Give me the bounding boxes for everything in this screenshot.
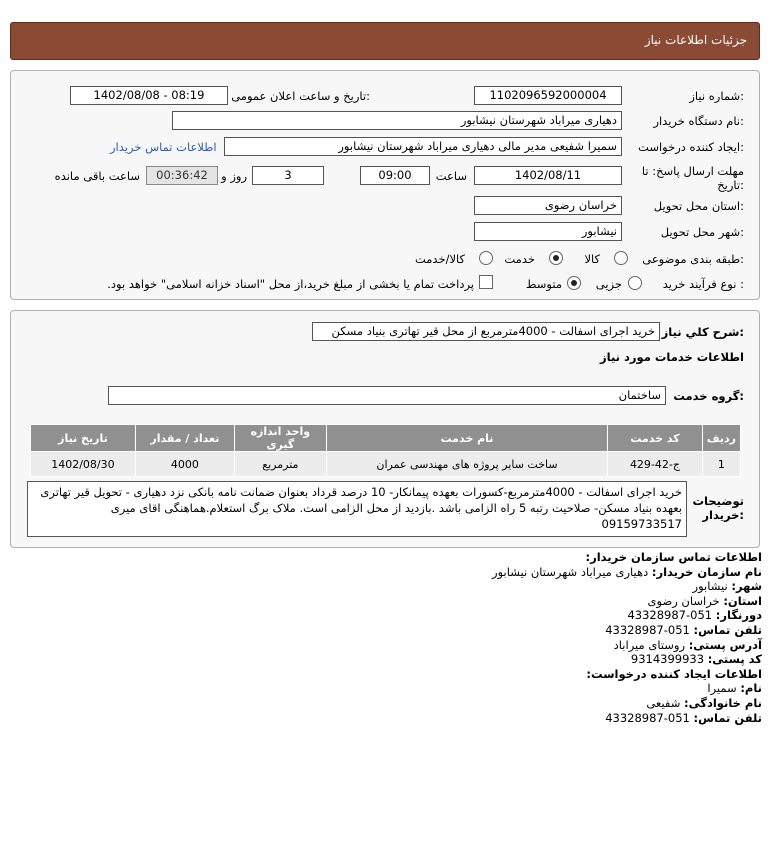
buyer-org-field: دهیاری میراباد شهرستان نیشابور	[172, 111, 622, 130]
time-label: ساعت	[435, 169, 467, 183]
creator-phone-row	[492, 711, 762, 726]
contact-section	[492, 550, 762, 725]
contact-province-label: استان:	[723, 593, 762, 608]
col-service-name: نام خدمت	[326, 425, 607, 452]
contact-province-value: خراسان رضوی	[647, 593, 720, 608]
days-label: روز و	[221, 169, 247, 183]
contact-address-value: روستای میراباد	[613, 637, 686, 652]
requester-label: ایجاد کننده درخواست:	[638, 140, 744, 154]
creator-phone-value: 051-43328987	[605, 710, 690, 725]
creator-first-name-label: نام:	[740, 681, 762, 696]
contact-org-label: نام سازمان خریدار:	[651, 564, 762, 579]
process-option-medium: متوسط	[525, 277, 562, 291]
contact-city-label: شهر:	[731, 579, 762, 594]
category-option-goods: کالا	[584, 252, 600, 266]
treasury-checkbox[interactable]	[479, 275, 493, 289]
contact-fax-row	[492, 608, 762, 623]
contact-postal-label: کد پستی:	[707, 652, 762, 667]
notes-label: توضیحات	[692, 494, 744, 508]
col-unit: واحد اندازه گیری	[234, 425, 326, 452]
process-label: نوع فرآیند خرید :	[662, 277, 744, 291]
buyer-notes-field: خرید اجرای اسفالت - 4000مترمربع-کسورات بعهده پیمانکار- 10 درصد قرداد بعنوان ضمانت نامه بانکی نزد دهیاری - تحویل قیر تهاتری بعهده بنیاد مسکن- صلاحیت رتبه 5 راه الزامی باشد .بازدید از محل الزامی است. ملاک برگ استعلام.هماهنگی اقای میری 09159733517	[27, 481, 687, 537]
contact-org-value: دهیاری میراباد شهرستان نیشابور	[492, 564, 649, 579]
creator-first-name-value: سمیرا	[707, 681, 737, 696]
buyer-org-label: نام دستگاه خریدار:	[653, 114, 744, 128]
process-radio-minor[interactable]	[628, 276, 642, 290]
remaining-time-field: 00:36:42	[146, 166, 218, 185]
category-label: طبقه بندی موضوعی:	[642, 252, 744, 266]
contact-city-value: نیشابور	[692, 579, 728, 594]
service-group-field: ساختمان	[108, 386, 666, 405]
cell-need-date: 1402/08/30	[31, 452, 136, 477]
contact-province-row	[492, 594, 762, 609]
deadline-label: مهلت ارسال پاسخ: تا	[641, 164, 744, 178]
notes-label-buyer: خریدار:	[702, 508, 744, 522]
contact-fax-value: 051-43328987	[627, 608, 713, 623]
process-radio-medium[interactable]	[567, 276, 581, 290]
col-need-date: تاریخ نیاز	[31, 425, 136, 452]
category-option-goods-service: کالا/خدمت	[414, 252, 465, 266]
contact-address-label: آدرس پستی:	[688, 637, 762, 652]
category-radio-service[interactable]	[549, 251, 563, 265]
creator-last-name-row	[492, 696, 762, 711]
contact-title: اطلاعات تماس سازمان خریدار:	[585, 550, 762, 564]
services-info-title: اطلاعات خدمات مورد نیاز	[600, 350, 744, 364]
province-label: استان محل تحویل:	[653, 199, 744, 213]
general-description-field: خرید اجرای اسفالت - 4000مترمربع از محل قیر تهاتری بنیاد مسکن	[312, 322, 660, 341]
page-title: جزئیات اطلاعات نیاز	[644, 33, 747, 47]
contact-fax-label: دورنگار:	[715, 608, 762, 623]
contact-phone-row	[492, 623, 762, 638]
contact-address-row	[492, 638, 762, 653]
city-label: شهر محل تحویل:	[660, 225, 744, 239]
category-radio-goods-service[interactable]	[479, 251, 493, 265]
cell-service-code: ج-42-429	[608, 452, 703, 477]
need-number-field: 1102096592000004	[474, 86, 622, 105]
service-group-label: گروه خدمت:	[673, 389, 744, 403]
contact-city-row	[492, 579, 762, 594]
city-field: نیشابور	[474, 222, 622, 241]
contact-postal-row	[492, 652, 762, 667]
services-table	[30, 424, 741, 477]
page-header	[10, 22, 760, 60]
need-number-label: شماره نیاز:	[689, 89, 744, 103]
buyer-contact-link[interactable]: اطلاعات تماس خریدار	[110, 140, 217, 154]
deadline-time-field: 09:00	[360, 166, 430, 185]
category-option-service: خدمت	[504, 252, 535, 266]
contact-phone-label: تلفن تماس:	[693, 622, 762, 637]
contact-org-row	[492, 565, 762, 580]
table-header-row	[31, 425, 741, 452]
remaining-label: ساعت باقی مانده	[54, 169, 140, 183]
contact-phone-value: 051-43328987	[605, 622, 690, 637]
announce-label: تاریخ و ساعت اعلان عمومی:	[231, 89, 370, 103]
creator-last-name-value: شفیعی	[646, 695, 681, 710]
general-description-label: شرح کلي نياز:	[661, 325, 744, 339]
cell-row: 1	[702, 452, 740, 477]
days-field: 3	[252, 166, 324, 185]
cell-unit: مترمربع	[234, 452, 326, 477]
requester-field: سمیرا شفیعی مدیر مالی دهیاری میراباد شهرستان نیشابور	[224, 137, 622, 156]
deadline-date-field: 1402/08/11	[474, 166, 622, 185]
cell-service-name: ساخت سایر پروژه های مهندسی عمران	[326, 452, 607, 477]
creator-first-name-row	[492, 681, 762, 696]
creator-title: اطلاعات ایجاد کننده درخواست:	[586, 666, 762, 681]
col-service-code: کد خدمت	[608, 425, 703, 452]
contact-postal-value: 9314399933	[630, 652, 705, 667]
col-quantity: تعداد / مقدار	[135, 425, 234, 452]
payment-note: پرداخت تمام یا بخشی از مبلغ خرید،از محل "اسناد خزانه اسلامی" خواهد بود.	[107, 277, 474, 291]
cell-quantity: 4000	[135, 452, 234, 477]
creator-phone-label: تلفن تماس:	[693, 710, 762, 725]
table-row	[31, 452, 741, 477]
col-row: ردیف	[702, 425, 740, 452]
process-option-minor: جزیی	[595, 277, 622, 291]
category-radio-goods[interactable]	[614, 251, 628, 265]
province-field: خراسان رضوی	[474, 196, 622, 215]
creator-last-name-label: نام خانوادگی:	[684, 695, 762, 710]
deadline-label-date: تاریخ:	[717, 178, 744, 192]
announce-date-field: 1402/08/08 - 08:19	[70, 86, 228, 105]
